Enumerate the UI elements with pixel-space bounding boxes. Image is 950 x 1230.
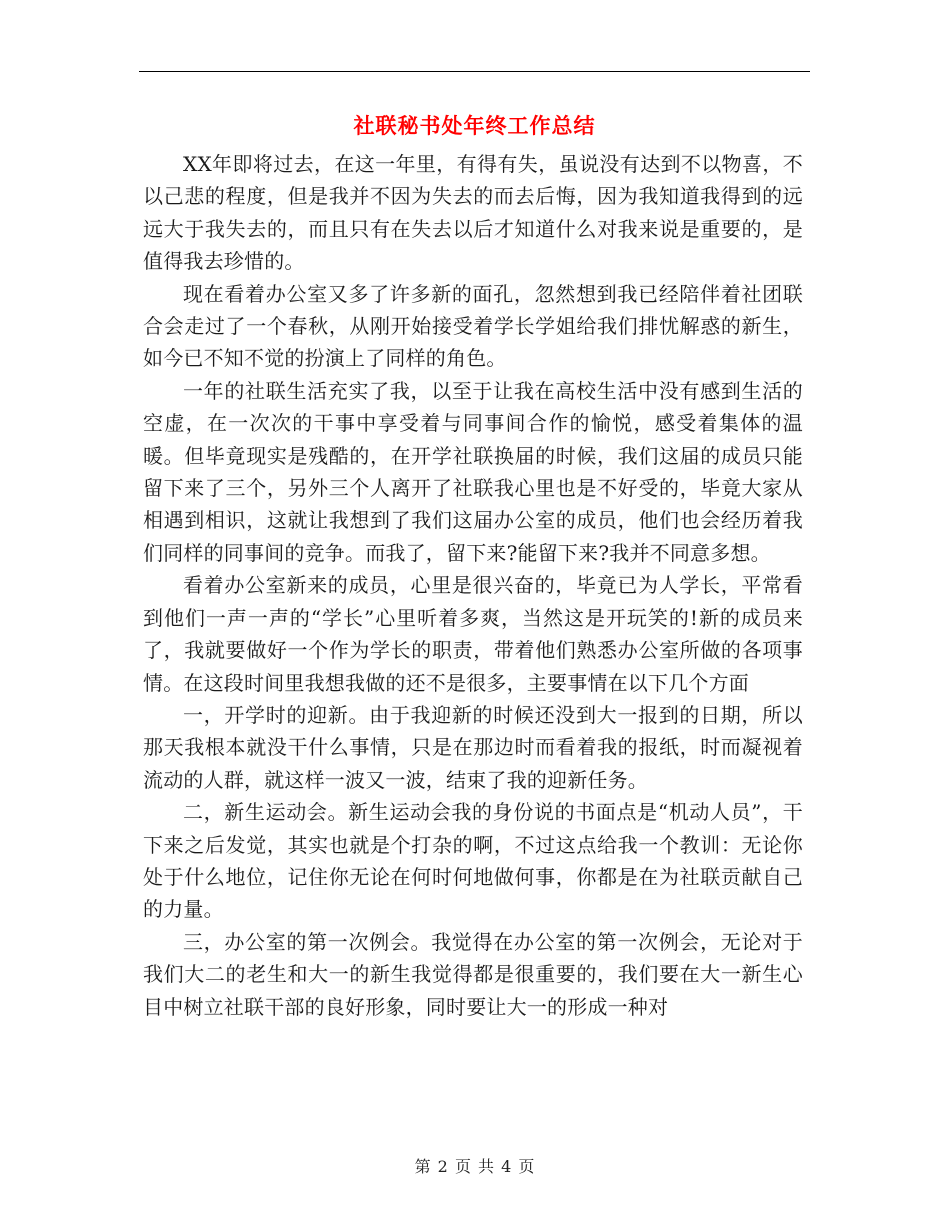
header-rule (139, 71, 810, 72)
paragraph-2: 现在看着办公室又多了许多新的面孔，忽然想到我已经陪伴着社团联合会走过了一个春秋，从刚开始接受着学长学姐给我们排忧解惑的新生，如今已不知不觉的扮演上了同样的角色。 (143, 281, 803, 371)
paragraph-5: 一，开学时的迎新。由于我迎新的时候还没到大一报到的日期，所以那天我根本就没干什么事情，只是在那边时而看着我的报纸，时而凝视着流动的人群，就这样一波又一波，结束了我的迎新任务。 (143, 702, 803, 792)
paragraph-1: XX年即将过去，在这一年里，有得有失，虽说没有达到不以物喜，不以己悲的程度，但是我并不因为失去的而去后悔，因为我知道我得到的远远大于我失去的，而且只有在失去以后才知道什么对我来说是重要的，是值得我去珍惜的。 (143, 152, 803, 274)
document-title: 社联秘书处年终工作总结 (353, 114, 596, 138)
document-body (143, 148, 803, 1023)
paragraph-4: 看着办公室新来的成员，心里是很兴奋的，毕竟已为人学长，平常看到他们一声一声的“学长”心里听着多爽，当然这是开玩笑的!新的成员来了，我就要做好一个作为学长的职责，带着他们熟悉办公室所做的各项事情。在这段时间里我想我做的还不是很多，主要事情在以下几个方面 (143, 573, 803, 695)
paragraph-3: 一年的社联生活充实了我，以至于让我在高校生活中没有感到生活的空虚，在一次次的干事中享受着与同事间合作的愉悦，感受着集体的温暖。但毕竟现实是残酷的，在开学社联换届的时候，我们这届的成员只能留下来了三个，另外三个人离开了社联我心里也是不好受的，毕竟大家从相遇到相识，这就让我想到了我们这届办公室的成员，他们也会经历着我们同样的同事间的竞争。而我了，留下来?能留下来?我并不同意多想。 (143, 378, 803, 565)
paragraph-6: 二，新生运动会。新生运动会我的身份说的书面点是“机动人员”，干下来之后发觉，其实也就是个打杂的啊，不过这点给我一个教训：无论你处于什么地位，记住你无论在何时何地做何事，你都是在为社联贡献自己的力量。 (143, 800, 803, 922)
page-number-footer: 第 2 页 共 4 页 (414, 1157, 536, 1176)
paragraph-7: 三，办公室的第一次例会。我觉得在办公室的第一次例会，无论对于我们大二的老生和大一的新生我觉得都是很重要的，我们要在大一新生心目中树立社联干部的良好形象，同时要让大一的形成一种对 (143, 929, 803, 1019)
